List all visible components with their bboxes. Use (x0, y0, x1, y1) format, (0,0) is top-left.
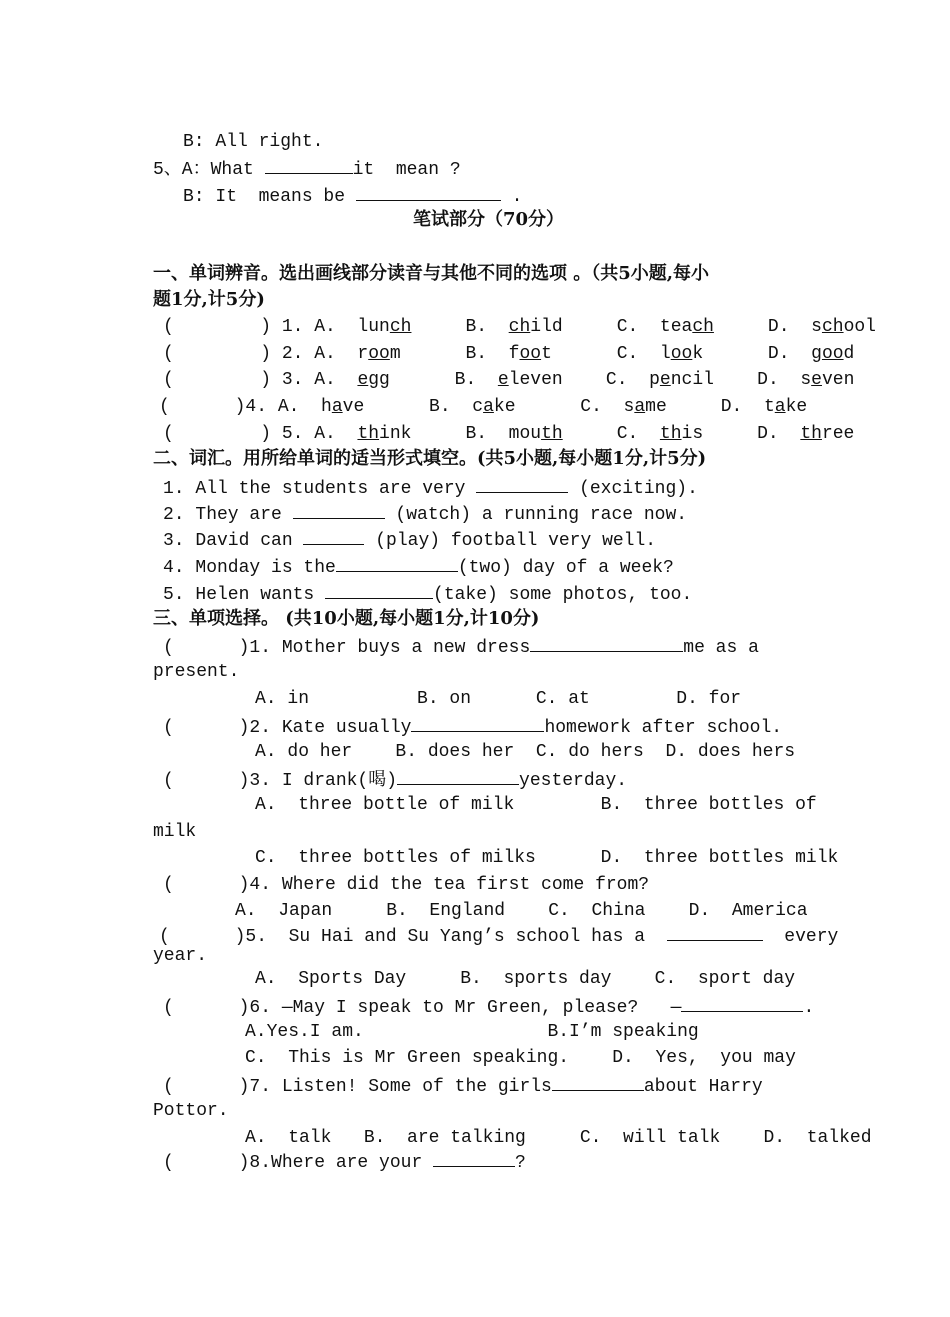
line-text: ( )7. Listen! Some of the girls (163, 1077, 552, 1097)
line-text: milk (153, 822, 197, 842)
text-line (255, 741, 795, 763)
line-text: ree (821, 424, 855, 444)
line-text: ( ) 3. A. (163, 370, 358, 390)
answer-blank[interactable] (303, 528, 364, 545)
line-text: Pottor. (153, 1101, 229, 1121)
text-line (163, 528, 656, 550)
underlined-letters: e (659, 370, 671, 390)
underlined-letters: oo (821, 344, 844, 364)
line-text: A. Japan B. England C. China D. America (235, 901, 808, 921)
text-line (255, 794, 817, 816)
text-line (255, 847, 838, 869)
text-line (163, 343, 854, 365)
text-line (163, 582, 692, 604)
text-line (163, 1074, 763, 1096)
text-line (153, 263, 709, 285)
line-text: 4. Monday is the (163, 558, 336, 578)
line-text: 一、单词辨音。选出画线部分读音与其他不同的选项 。（共5小题,每小 (153, 263, 710, 284)
line-text: A. in B. on C. at D. for (255, 689, 742, 709)
answer-blank[interactable] (530, 635, 683, 652)
line-text: (take) some photos, too. (433, 585, 693, 605)
answer-blank[interactable] (265, 157, 353, 174)
line-text: ( )4. Where did the tea first come from? (163, 875, 650, 895)
text-line (153, 945, 207, 967)
line-text: C. three bottles of milks D. three bottles milk (255, 848, 839, 868)
underlined-letters: a (774, 397, 786, 417)
text-line (255, 968, 795, 990)
line-text: ncil D. s (670, 370, 812, 390)
line-text: about Harry (643, 1077, 763, 1097)
line-text: 5、A：What (153, 160, 265, 180)
line-text: 笔试部分（70分） (413, 209, 565, 230)
underlined-letters: th (659, 424, 682, 444)
line-text: (two) day of a week? (457, 558, 674, 578)
line-text: d (843, 344, 855, 364)
text-line (163, 995, 814, 1017)
answer-blank[interactable] (325, 582, 433, 599)
line-text: ( ) 2. A. r (163, 344, 369, 364)
text-line (153, 608, 539, 630)
line-text: gg B. (368, 370, 498, 390)
underlined-letters: e (357, 370, 369, 390)
underlined-letters: a (483, 397, 494, 417)
text-line (245, 1047, 796, 1069)
line-text: B. (411, 317, 509, 337)
text-line (413, 209, 564, 231)
line-text: yesterday. (519, 771, 628, 791)
text-line (153, 661, 239, 683)
text-line (163, 635, 759, 657)
answer-blank[interactable] (411, 715, 544, 732)
line-text: it mean ? (352, 160, 461, 180)
line-text: ve B. c (342, 397, 484, 417)
line-text: (watch) a running race now. (384, 505, 688, 525)
line-text: ild C. tea (530, 317, 693, 337)
underlined-letters: oo (670, 344, 693, 364)
line-text: B: All right. (183, 132, 324, 152)
line-text: ( ) 1. A. lun (163, 317, 390, 337)
line-text: ? (515, 1153, 526, 1173)
line-text: C. (562, 424, 660, 444)
line-text: k D. g (692, 344, 822, 364)
answer-blank[interactable] (667, 924, 763, 941)
line-text: (exciting). (568, 479, 698, 499)
answer-blank[interactable] (293, 502, 385, 519)
line-text: ( )2. Kate usually (163, 718, 412, 738)
text-line (245, 1021, 699, 1043)
text-line (153, 448, 706, 470)
line-text: m B. f (389, 344, 520, 364)
answer-blank[interactable] (356, 184, 501, 201)
underlined-letters: ch (508, 317, 531, 337)
line-text: . (803, 998, 815, 1018)
line-text: ( )6. —May I speak to Mr Green, please? — (163, 998, 682, 1018)
text-line (183, 131, 323, 153)
line-text: ool (843, 317, 876, 337)
line-text: ( )5. Su Hai and Su Yang’s school has a (159, 927, 667, 947)
answer-blank[interactable] (433, 1150, 515, 1167)
line-text: A. do her B. does her C. do hers D. does hers (255, 742, 796, 762)
line-text: t C. l (541, 344, 671, 364)
line-text: 二、词汇。用所给单词的适当形式填空。(共5小题,每小题1分,计5分) (153, 448, 707, 469)
underlined-letters: th (800, 424, 822, 444)
underlined-letters: oo (368, 344, 390, 364)
line-text: A.Yes.I am. B.I’m speaking (245, 1022, 699, 1042)
line-text: D. s (713, 317, 822, 337)
line-text: ( )8.Where are your (163, 1153, 434, 1173)
line-text: 2. They are (163, 505, 293, 525)
answer-blank[interactable] (552, 1074, 644, 1091)
line-text: me D. t (645, 397, 775, 417)
text-line (159, 396, 807, 418)
answer-blank[interactable] (336, 555, 458, 572)
text-line (163, 768, 627, 790)
answer-blank[interactable] (476, 476, 568, 493)
underlined-letters: ch (821, 317, 844, 337)
text-line (153, 1100, 229, 1122)
text-line (183, 184, 522, 206)
text-line (153, 157, 461, 179)
line-text: present. (153, 662, 240, 682)
line-text: year. (153, 946, 208, 966)
line-text: 三、单项选择。 (共10小题,每小题1分,计10分) (153, 608, 540, 629)
line-text: me as a (683, 638, 759, 658)
text-line (255, 688, 741, 710)
line-text: (play) football very well. (364, 531, 657, 551)
line-text: ven (821, 370, 855, 390)
line-text: every (762, 927, 839, 947)
text-line (163, 874, 649, 896)
text-line (163, 316, 876, 338)
line-text: 题1分,计5分) (153, 289, 265, 310)
text-line (235, 900, 808, 922)
underlined-letters: a (331, 397, 343, 417)
line-text: . (500, 187, 523, 207)
line-text: A. three bottle of milk B. three bottles of (255, 795, 817, 815)
text-line (245, 1127, 872, 1149)
line-text: A. Sports Day B. sports day C. sport day (255, 969, 796, 989)
line-text: ke (785, 397, 808, 417)
underlined-letters: ch (692, 317, 714, 337)
text-line (153, 289, 265, 311)
line-text: ( )1. Mother buys a new dress (163, 638, 531, 658)
underlined-letters: e (497, 370, 509, 390)
line-text: ink B. mou (379, 424, 542, 444)
line-text: 5. Helen wants (163, 585, 326, 605)
line-text: is D. (681, 424, 801, 444)
text-line (153, 821, 196, 843)
underlined-letters: th (541, 424, 563, 444)
underlined-letters: ch (389, 317, 412, 337)
answer-blank[interactable] (681, 995, 803, 1012)
text-line (163, 423, 854, 445)
line-text: A. talk B. are talking C. will talk D. talked (245, 1128, 872, 1148)
text-line (163, 1150, 526, 1172)
line-text: ke C. s (493, 397, 635, 417)
text-line (163, 369, 854, 391)
line-text: ( ) 5. A. (163, 424, 358, 444)
line-text: ( )4. A. h (159, 397, 332, 417)
line-text: leven C. p (508, 370, 660, 390)
underlined-letters: e (811, 370, 822, 390)
text-line (163, 555, 674, 577)
line-text: 3. David can (163, 531, 304, 551)
line-text: B: It means be (183, 187, 356, 207)
line-text: 1. All the students are very (163, 479, 477, 499)
text-line (159, 924, 838, 946)
line-text: ( )3. I drank(喝) (163, 771, 398, 791)
text-line (163, 502, 687, 524)
text-line (163, 715, 782, 737)
line-text: homework after school. (544, 718, 783, 738)
underlined-letters: th (357, 424, 380, 444)
underlined-letters: oo (519, 344, 542, 364)
text-line (163, 476, 698, 498)
underlined-letters: a (634, 397, 646, 417)
line-text: C. This is Mr Green speaking. D. Yes, you may (245, 1048, 796, 1068)
answer-blank[interactable] (397, 768, 519, 785)
